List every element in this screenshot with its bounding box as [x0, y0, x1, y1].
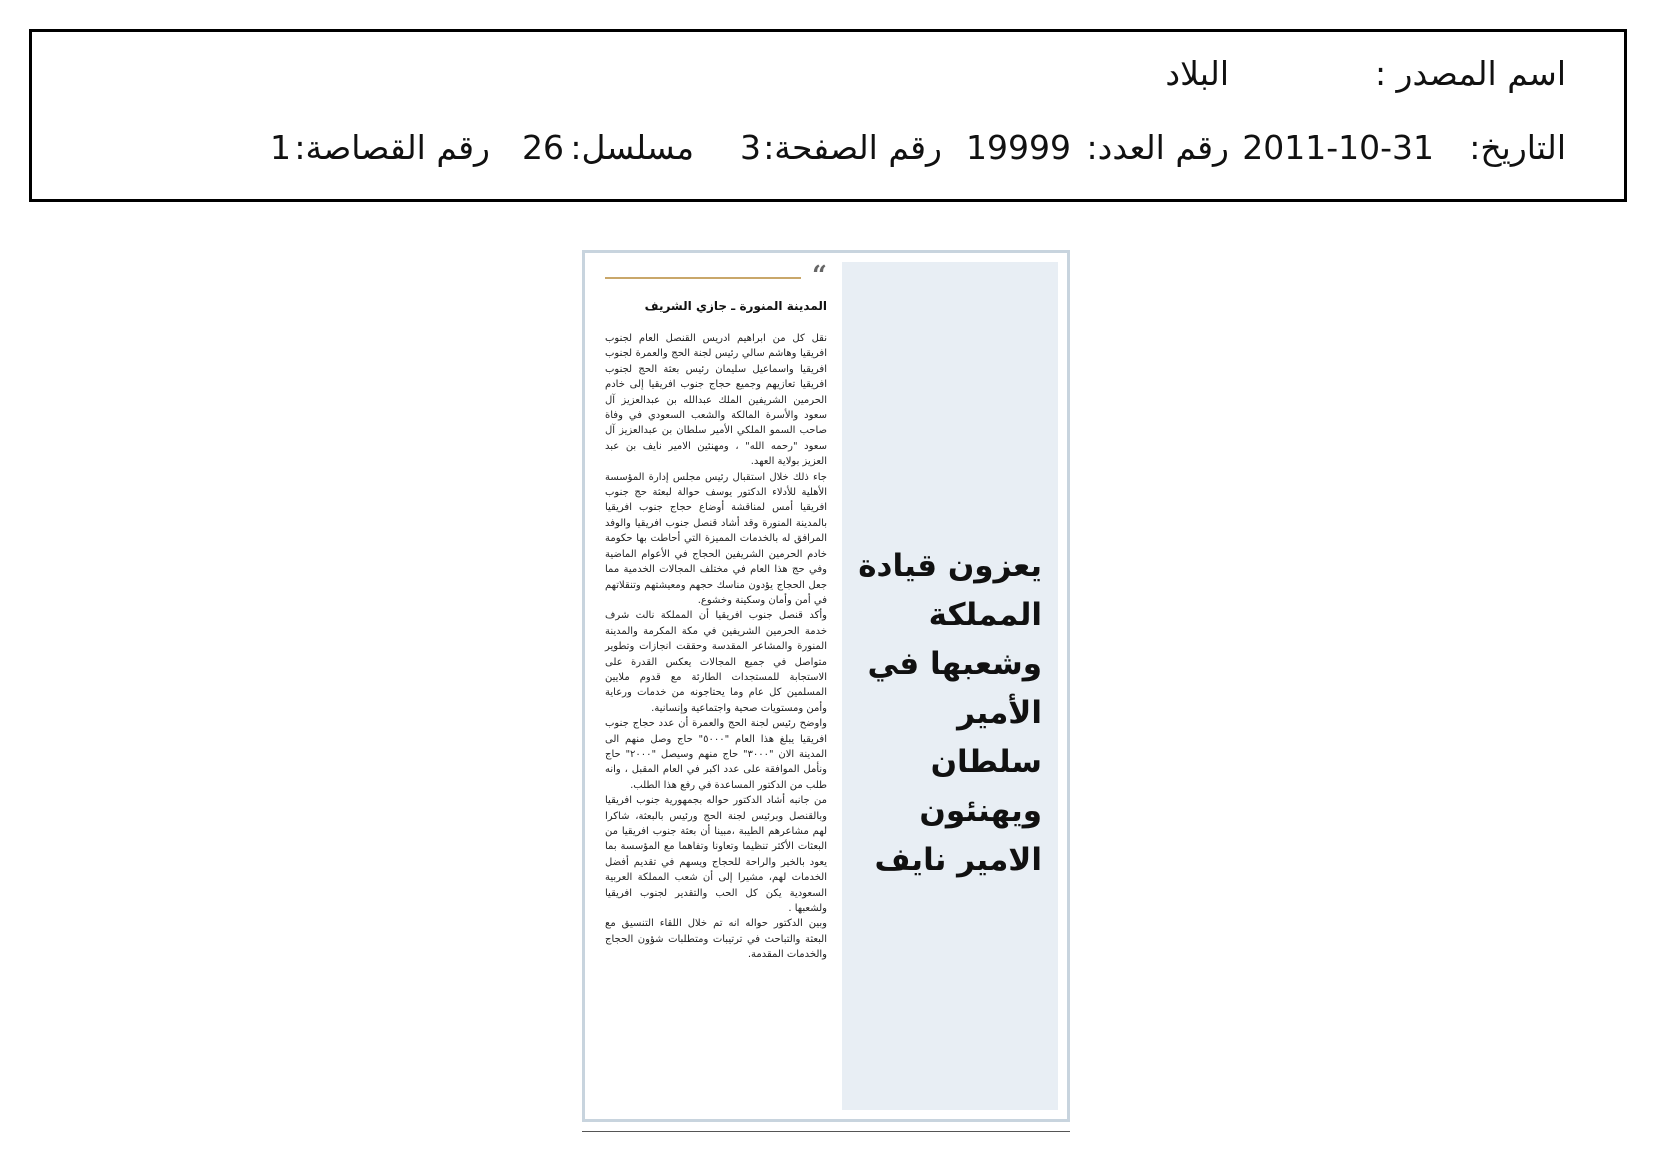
headline-line: ويهنئون [919, 793, 1042, 829]
article-paragraph: وأكد قنصل جنوب افريقيا أن المملكة نالت شرف خدمة الحرمين الشريفين في مكة المكرمة والمدينة المنورة والمشاعر المقدسة وحققت انجازات وتطوير متواصل في جميع المجالات يعكس القدرة على الاستجابة للمستجدات الطارئة مع قدوم ملايين المسلمين كل عام وما يحتاجونه من خدمات ورعاية وأمن ومستويات صحية واجتماعية وإنسانية. [605, 610, 827, 714]
article-body [605, 331, 827, 963]
clip-value: 1 [270, 128, 291, 167]
newspaper-clipping [582, 250, 1070, 1122]
headline-panel [842, 262, 1058, 1110]
date-value: 2011-10-31 [1242, 128, 1434, 167]
article-paragraph: من جانبه أشاد الدكتور حواله بجمهورية جنوب افريقيا وبالقنصل وبرئيس لجنة الحج ورئيس بالبعثة، شاكرا لهم مشاعرهم الطيبة ،مبينا أن بعثة جنوب افريقيا من البعثات الأكثر تنظيما وتعاونا وتفاهما مع المؤسسة بما يعود بالخير والراحة للحجاج ويسهم في تقديم أفضل الخدمات لهم، مشيرا إلى أن شعب المملكة العربية السعودية يكن كل الحب والتقدير لجنوب افريقيا ولشعبها . [605, 795, 827, 915]
decorative-rule [605, 277, 801, 279]
source-value: البلاد [1165, 54, 1229, 93]
source-label: اسم المصدر : [1374, 54, 1566, 93]
article-paragraph: وبين الدكتور حواله انه تم خلال اللقاء التنسيق مع البعثة والتباحث في ترتيبات ومتطلبات شؤون الحجاج والخدمات المقدمة. [605, 918, 827, 961]
headline-line: الامير نايف [874, 842, 1042, 878]
headline-line: يعزون قيادة [858, 548, 1042, 584]
clip-label: رقم القصاصة: [294, 128, 490, 167]
headline-line: المملكة [928, 597, 1042, 633]
headline-line: الأمير سلطان [930, 695, 1042, 780]
quote-mark: “ [812, 261, 827, 291]
clipping-info-header [29, 29, 1627, 202]
article-paragraph: واوضح رئيس لجنة الحج والعمرة أن عدد حجاج جنوب افريقيا يبلغ هذا العام "٥٠٠٠" حاج وصل منهم الى المدينة الان "٣٠٠٠" حاج منهم وسيصل "٢٠٠٠" حاج ونأمل الموافقة على عدد اكبر في العام المقبل ، وانه طلب من الدكتور المساعدة في رفع هذا الطلب. [605, 718, 827, 791]
byline: المدينة المنورة ـ جازي الشريف [644, 299, 827, 313]
date-label: التاريخ: [1469, 128, 1566, 167]
page-label: رقم الصفحة: [763, 128, 942, 167]
page-value: 3 [740, 128, 761, 167]
bottom-divider [582, 1131, 1070, 1132]
headline-line: وشعبها في [867, 646, 1042, 682]
issue-label: رقم العدد: [1086, 128, 1229, 167]
article-paragraph: جاء ذلك خلال استقبال رئيس مجلس إدارة المؤسسة الأهلية للأدلاء الدكتور يوسف حوالة لبعثة حج جنوب افريقيا أمس لمناقشة أوضاع حجاج جنوب افريقيا بالمدينة المنورة وقد أشاد قنصل جنوب افريقيا والوفد المرافق له بالخدمات المميزة التي أحاطت بها حكومة خادم الحرمين الشريفين الحجاج في الأعوام الماضية وفي حج هذا العام في مختلف المجالات الخدمية مما جعل الحجاج يؤدون مناسك حجهم ومعيشتهم وتنقلاتهم في أمن وأمان وسكينة وخشوع. [605, 471, 827, 606]
serial-label: مسلسل: [570, 128, 694, 167]
serial-value: 26 [522, 128, 564, 167]
headline [850, 542, 1042, 885]
issue-value: 19999 [966, 128, 1071, 167]
article-paragraph: نقل كل من ابراهيم ادريس القنصل العام لجنوب افريقيا وهاشم سالي رئيس لجنة الحج والعمرة لجنوب افريقيا واسماعيل سليمان رئيس بعثة الحج لجنوب افريقيا تعازيهم وجميع حجاج جنوب افريقيا إلى خادم الحرمين الشريفين الملك عبدالله بن عبدالعزيز آل سعود والأسرة المالكة والشعب السعودي في وفاة صاحب السمو الملكي الأمير سلطان بن عبدالعزيز آل سعود "رحمه الله" ، ومهنئين الامير نايف بن عبد العزيز بولاية العهد. [605, 333, 827, 468]
